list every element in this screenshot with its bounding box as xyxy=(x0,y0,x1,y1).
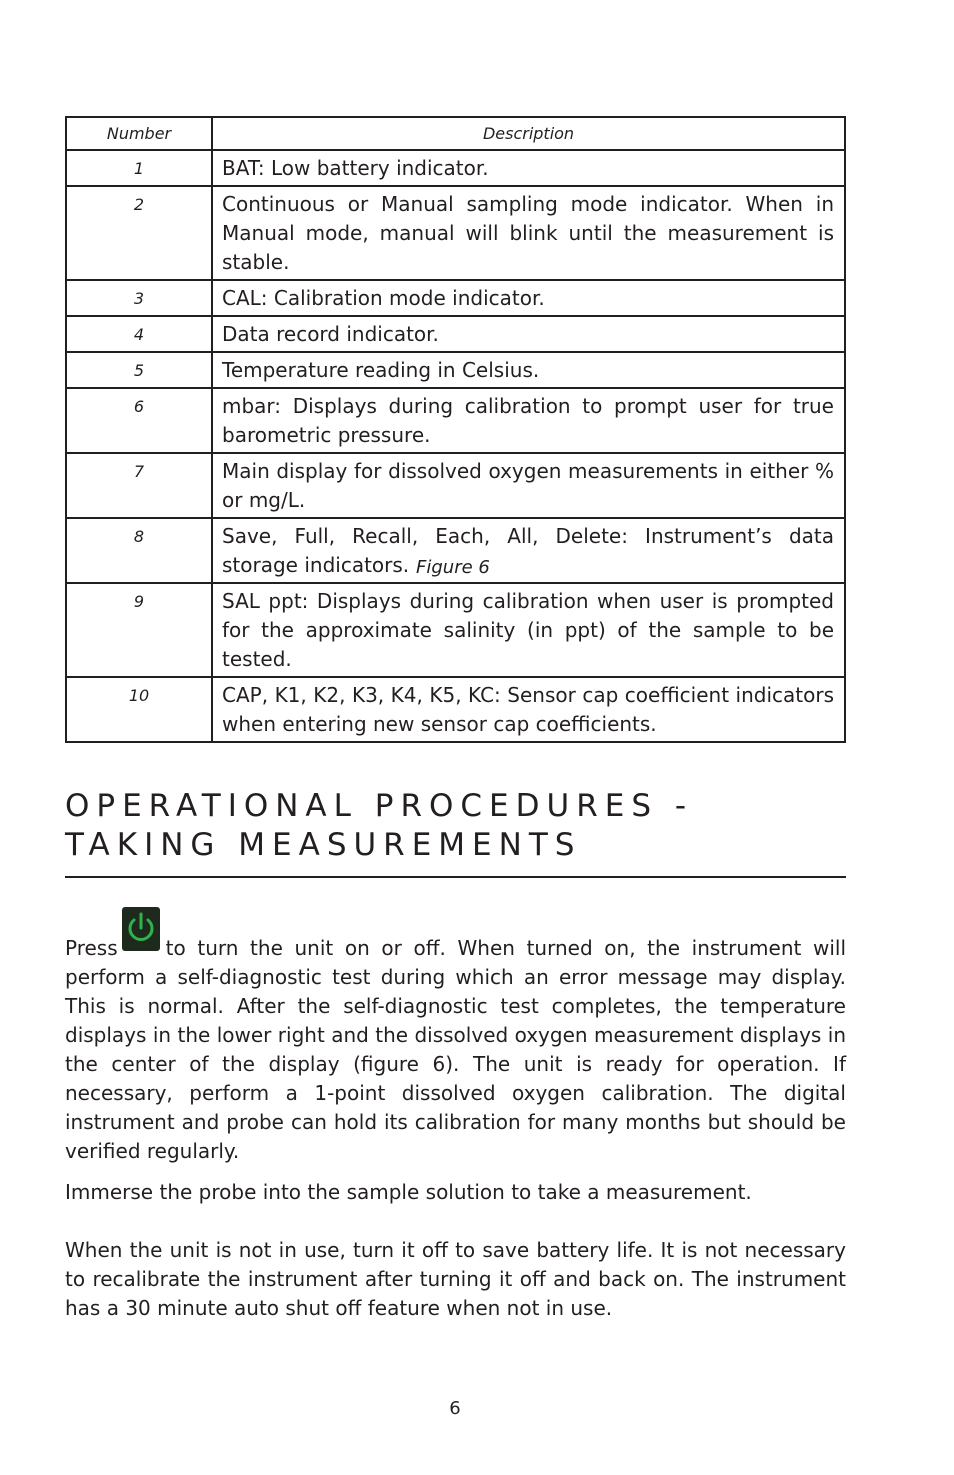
table-row xyxy=(66,150,845,186)
title-divider xyxy=(65,876,846,878)
row-description: BAT: Low battery indicator. xyxy=(212,150,845,186)
row-description: Main display for dissolved oxygen measurements in either % or mg/L. xyxy=(212,453,845,518)
row-number: 7 xyxy=(66,453,212,518)
row-description: mbar: Displays during calibration to prompt user for true barometric pressure. xyxy=(212,388,845,453)
power-on-text: to turn the unit on or off. When turned on, the instrument will perform a self-diagnostic test during which an error message may display. This is normal. After the self-diagnostic test completes, the temperature displays in the lower right and the dissolved oxygen measurement displays in the center of the display (figure 6). The unit is ready for operation. If necessary, perform a 1-point dissolved oxygen calibration. The digital instrument and probe can hold its calibration for many months but should be verified regularly. xyxy=(65,936,846,1163)
row-description: CAL: Calibration mode indicator. xyxy=(212,280,845,316)
power-on-paragraph xyxy=(65,917,846,1166)
row-description: Save, Full, Recall, Each, All, Delete: Instrument’s data storage indicators. xyxy=(212,518,845,583)
row-number: 10 xyxy=(66,677,212,742)
row-number: 3 xyxy=(66,280,212,316)
row-description: Continuous or Manual sampling mode indicator. When in Manual mode, manual will blink until the measurement is stable. xyxy=(212,186,845,280)
row-description: Data record indicator. xyxy=(212,316,845,352)
table-header-row xyxy=(66,117,845,150)
power-icon xyxy=(122,907,160,951)
power-off-paragraph: When the unit is not in use, turn it off to save battery life. It is not necessary to recalibrate the instrument after turning it off and back on. The instrument has a 30 minute auto shut off feature when not in use. xyxy=(65,1238,846,1320)
row-number: 8 xyxy=(66,518,212,583)
header-number: Number xyxy=(66,117,212,150)
row-number: 2 xyxy=(66,186,212,280)
table-row xyxy=(66,453,845,518)
table-row xyxy=(66,677,845,742)
display-legend-table xyxy=(65,116,846,743)
row-description: SAL ppt: Displays during calibration when user is prompted for the approximate salinity (in ppt) of the sample to be tested. xyxy=(212,583,845,677)
section-title-line-2: TAKING MEASUREMENTS xyxy=(65,827,582,863)
table-row xyxy=(66,388,845,453)
table-row xyxy=(66,186,845,280)
row-number: 9 xyxy=(66,583,212,677)
row-description: Temperature reading in Celsius. xyxy=(212,352,845,388)
figure-caption: Figure 6 xyxy=(416,557,490,578)
table-row xyxy=(66,583,845,677)
section-title xyxy=(65,787,693,865)
row-description: CAP, K1, K2, K3, K4, K5, KC: Sensor cap coefficient indicators when entering new sensor cap coefficients. xyxy=(212,677,845,742)
row-number: 5 xyxy=(66,352,212,388)
header-description: Description xyxy=(212,117,845,150)
table-row xyxy=(66,280,845,316)
row-number: 4 xyxy=(66,316,212,352)
immerse-paragraph: Immerse the probe into the sample solution to take a measurement. xyxy=(65,1180,752,1204)
page-number: 6 xyxy=(449,1398,461,1419)
table-row xyxy=(66,316,845,352)
press-text: Press xyxy=(65,936,118,960)
row-number: 6 xyxy=(66,388,212,453)
table-row xyxy=(66,352,845,388)
section-title-line-1: OPERATIONAL PROCEDURES - xyxy=(65,788,694,824)
row-number: 1 xyxy=(66,150,212,186)
